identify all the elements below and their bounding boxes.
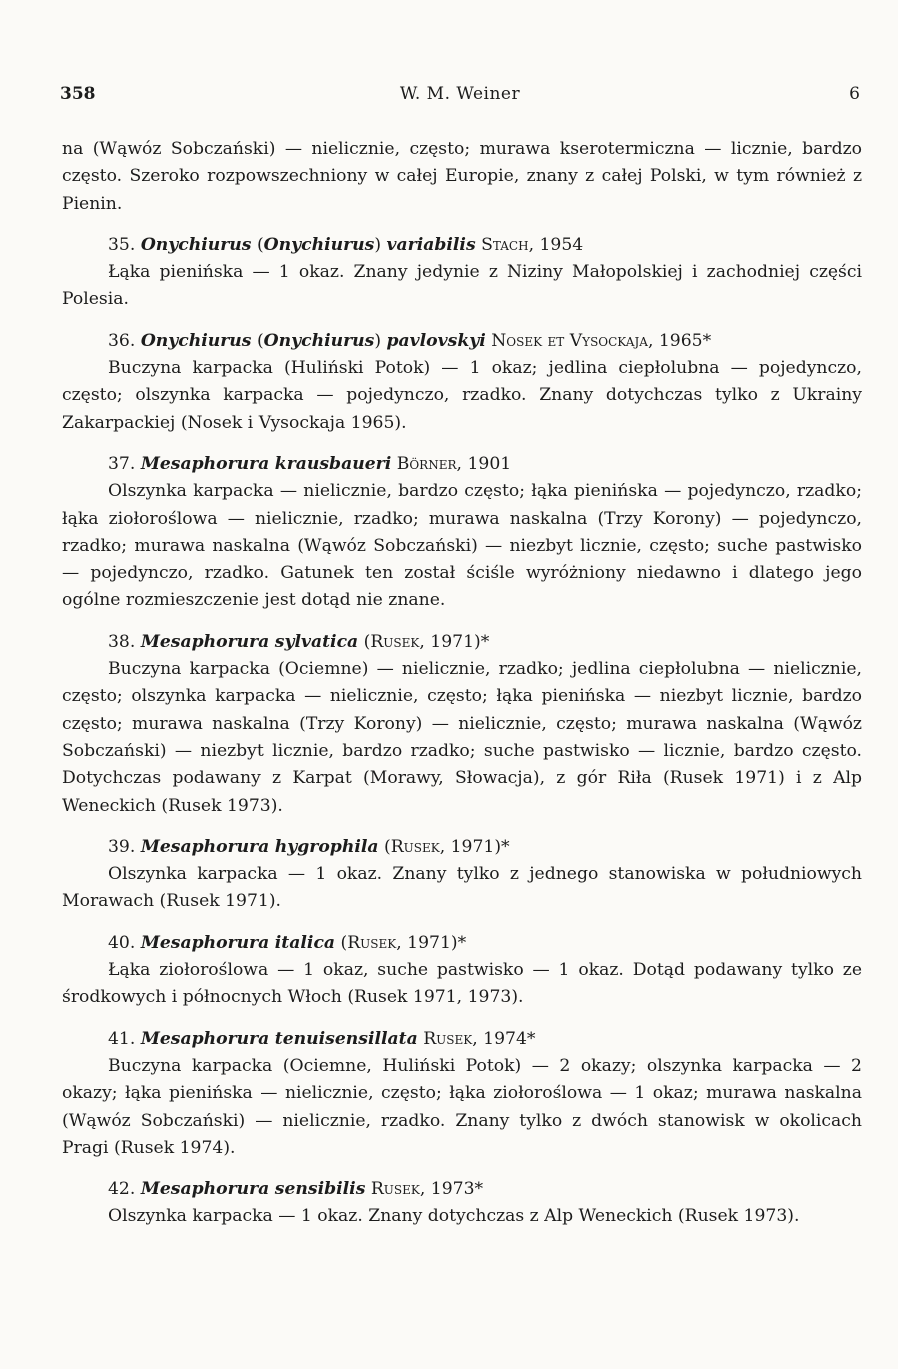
genus-name: Mesaphorura bbox=[140, 453, 270, 474]
entry-year: , 1901 bbox=[456, 453, 512, 474]
entry-heading bbox=[62, 1026, 862, 1053]
authority: Rusek bbox=[390, 836, 440, 857]
entry-year: , 1965* bbox=[647, 330, 712, 351]
species-name: sylvatica bbox=[274, 631, 359, 652]
entry-heading: 38. Mesaphorura sylvatica (Rusek, 1971)* bbox=[108, 631, 490, 652]
page-number: 358 bbox=[60, 84, 96, 104]
entry-description: Buczyna karpacka (Ociemne) — nielicznie, rzadko; jedlina ciepłolubna — nielicznie, często; olszynka karpacka — nielicznie, często; łąka pienińska — niezbyt licznie, bardzo często; murawa naskalna (Trzy Korony) — nielicznie, często; murawa naskalna (Wąwóz Sobczański) — niezbyt licznie, bardzo rzadko; suche pastwisko — licznie, bardzo często. Dotychczas podawany z Karpat (Morawy, Słowacja), z gór Riła (Rusek 1971) i z Alp Weneckich (Rusek 1973). bbox=[62, 659, 862, 816]
species-name: krausbaueri bbox=[274, 453, 392, 474]
entry-description: Olszynka karpacka — nielicznie, bardzo często; łąka pienińska — pojedynczo, rzadko; łąka ziołoroślowa — nielicznie, rzadko; murawa naskalna (Trzy Korony) — pojedynczo, rzadko; murawa naskalna (Wąwóz Sobczański) — niezbyt licznie, często; suche pastwisko — pojedynczo, rzadko. Gatunek ten został ściśle wyróżniony niedawno i dlatego jego ogólne rozmieszczenie jest dotąd nie znane. bbox=[62, 481, 862, 611]
species-name: variabilis bbox=[386, 234, 476, 255]
authority: Rusek bbox=[370, 631, 420, 652]
authority: Rusek bbox=[370, 1179, 420, 1200]
species-name: tenuisensillata bbox=[274, 1028, 418, 1049]
species-name: hygrophila bbox=[274, 836, 379, 857]
entry-heading: 39. Mesaphorura hygrophila (Rusek, 1971)* bbox=[108, 836, 510, 857]
entry-heading bbox=[62, 451, 862, 478]
species-entry bbox=[62, 629, 862, 820]
entry-heading: 40. Mesaphorura italica (Rusek, 1971)* bbox=[108, 932, 467, 953]
entry-number: 35. bbox=[108, 234, 141, 255]
entry-number: 36. bbox=[108, 330, 141, 351]
page-body bbox=[62, 136, 862, 1231]
genus-name: Mesaphorura bbox=[140, 1028, 270, 1049]
genus-name: Onychiurus bbox=[140, 234, 252, 255]
species-entry bbox=[62, 930, 862, 1012]
running-author: W. M. Weiner bbox=[399, 84, 521, 104]
entry-heading: 35. Onychiurus (Onychiurus) variabilis Stach, 1954 bbox=[108, 234, 584, 255]
entry-number: 41. bbox=[108, 1028, 141, 1049]
authority: Börner bbox=[396, 453, 457, 474]
entry-description: Olszynka karpacka — 1 okaz. Znany tylko z jednego stanowiska w południowych Morawach (Rusek 1971). bbox=[62, 864, 862, 912]
species-entry bbox=[62, 451, 862, 615]
entry-number: 42. bbox=[108, 1179, 141, 1200]
entry-number: 40. bbox=[108, 932, 141, 953]
entry-heading: 36. Onychiurus (Onychiurus) pavlovskyi Nosek et Vysockaja, 1965* bbox=[108, 330, 712, 351]
authority: Rusek bbox=[423, 1028, 473, 1049]
entry-number: 39. bbox=[108, 836, 141, 857]
species-list bbox=[62, 232, 862, 1231]
authority: Stach bbox=[481, 234, 529, 255]
species-entry bbox=[62, 328, 862, 437]
genus-name: Mesaphorura bbox=[140, 1179, 270, 1200]
entry-description: Łąka ziołoroślowa — 1 okaz, suche pastwisko — 1 okaz. Dotąd podawany tylko ze środkowych i północnych Włoch (Rusek 1971, 1973). bbox=[62, 960, 862, 1008]
entry-year: , 1971)* bbox=[419, 631, 490, 652]
entry-number: 37. bbox=[108, 453, 141, 474]
species-entry bbox=[62, 1026, 862, 1162]
entry-number: 38. bbox=[108, 631, 141, 652]
entry-year: , 1954 bbox=[528, 234, 584, 255]
genus-name: Onychiurus bbox=[140, 330, 252, 351]
genus-name: Mesaphorura bbox=[140, 631, 270, 652]
entry-year: , 1974* bbox=[472, 1028, 536, 1049]
entry-year: , 1971)* bbox=[396, 932, 467, 953]
subgenus-name: Onychiurus bbox=[263, 330, 375, 351]
authority: Rusek bbox=[347, 932, 397, 953]
species-name: pavlovskyi bbox=[386, 330, 486, 351]
part-number: 6 bbox=[849, 84, 860, 104]
species-name: italica bbox=[274, 932, 336, 953]
species-name: sensibilis bbox=[274, 1179, 366, 1200]
species-entry bbox=[62, 1176, 862, 1231]
entry-year: , 1971)* bbox=[439, 836, 510, 857]
genus-name: Mesaphorura bbox=[140, 836, 270, 857]
intro-paragraph: na (Wąwóz Sobczański) — nielicznie, często; murawa kserotermiczna — licznie, bardzo często. Szeroko rozpowszechniony w całej Europie, znany z całej Polski, w tym również z Pienin. bbox=[62, 139, 862, 214]
entry-description: Buczyna karpacka (Huliński Potok) — 1 okaz; jedlina ciepłolubna — pojedynczo, często; olszynka karpacka — pojedynczo, rzadko. Znany dotychczas tylko z Ukrainy Zakarpackiej (Nosek i Vysockaja 1965). bbox=[62, 358, 862, 433]
entry-description: Olszynka karpacka — 1 okaz. Znany dotychczas z Alp Weneckich (Rusek 1973). bbox=[108, 1206, 800, 1227]
species-entry bbox=[62, 232, 862, 314]
species-entry bbox=[62, 834, 862, 916]
entry-description: Łąka pienińska — 1 okaz. Znany jedynie z Niziny Małopolskiej i zachodniej części Polesia. bbox=[62, 262, 862, 310]
entry-heading bbox=[62, 1176, 862, 1203]
entry-description: Buczyna karpacka (Ociemne, Huliński Potok) — 2 okazy; olszynka karpacka — 2 okazy; łąka pienińska — nielicznie, często; łąka ziołoroślowa — 1 okaz; murawa naskalna (Wąwóz Sobczański) — nielicznie, rzadko. Znany tylko z dwóch stanowisk w okolicach Pragi (Rusek 1974). bbox=[62, 1055, 862, 1158]
entry-year: , 1973* bbox=[419, 1179, 484, 1200]
subgenus-name: Onychiurus bbox=[263, 234, 375, 255]
authority: Nosek et Vysockaja bbox=[491, 330, 648, 351]
genus-name: Mesaphorura bbox=[140, 932, 270, 953]
